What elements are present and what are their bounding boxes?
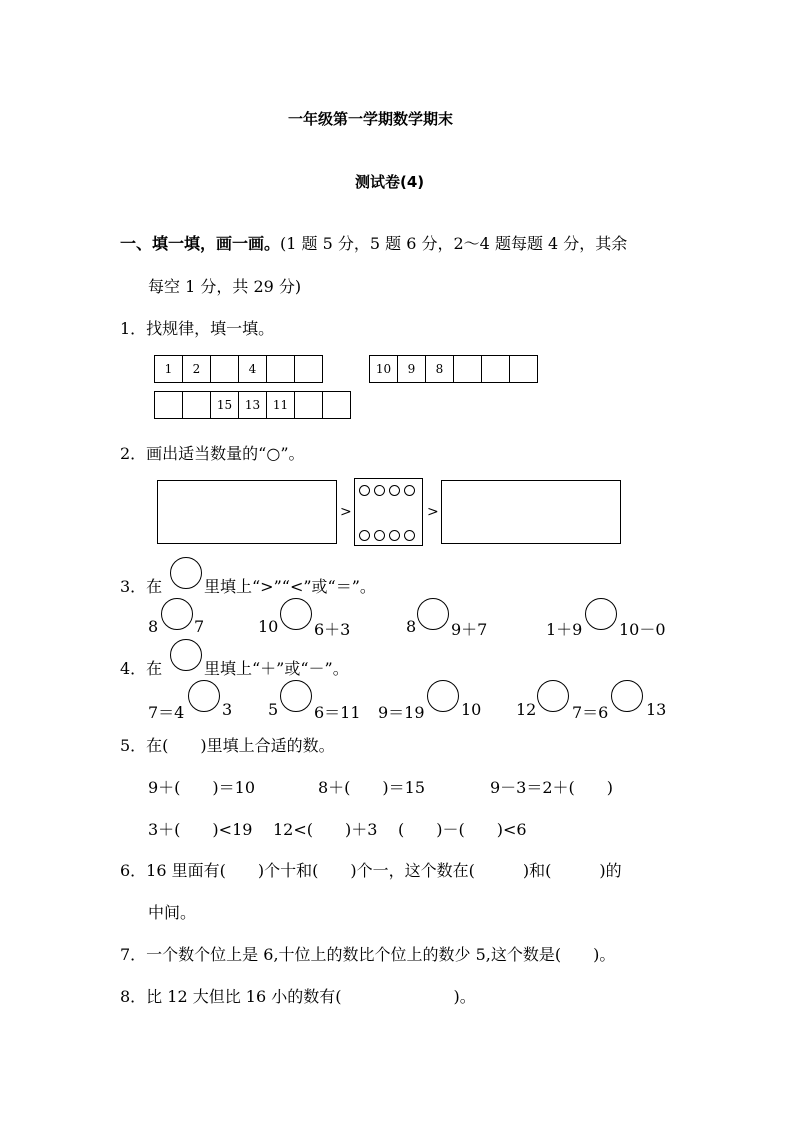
q3-right: 6＋3 [314, 620, 351, 639]
circle-icon [374, 530, 385, 541]
q5-item: 9－3＝2＋( ) [490, 778, 614, 797]
q4-term: 7＝6 [572, 703, 609, 722]
q1-cell: 9 [398, 355, 426, 383]
q2-draw-box-right[interactable] [441, 480, 621, 544]
q4-term: 10 [461, 700, 482, 719]
circle-icon [389, 530, 400, 541]
q3-answer-circle[interactable] [161, 598, 193, 630]
q4-term: 9＝19 [378, 703, 425, 722]
q5-item: 3＋( )<19 [148, 820, 253, 839]
q1-cell-blank[interactable] [295, 355, 323, 383]
q5-item: 9＋( )＝10 [148, 778, 256, 797]
q1-label: 1．找规律，填一填。 [120, 319, 275, 338]
page-title: 一年级第一学期数学期末 [288, 110, 454, 128]
q5-item: ( )－( )<6 [398, 820, 527, 839]
q1-sequence-3 [154, 391, 351, 419]
q3-right: 10－0 [619, 620, 666, 639]
circle-icon [404, 530, 415, 541]
section-desc: 每空 1 分，共 29 分) [148, 277, 302, 296]
q1-cell-blank[interactable] [482, 355, 510, 383]
q1-cell-blank[interactable] [155, 391, 183, 419]
q4-term: 13 [646, 700, 667, 719]
q4-term: 7＝4 [148, 703, 185, 722]
q4-term: 6＝11 [314, 703, 361, 722]
q2-greater-sign: > [340, 504, 352, 520]
q1-sequence-2 [369, 355, 538, 383]
q7-line: 7．一个数个位上是 6,十位上的数比个位上的数少 5,这个数是( )。 [120, 945, 616, 964]
q3-answer-circle[interactable] [417, 598, 449, 630]
q3-right: 7 [194, 617, 205, 636]
q1-cell: 11 [267, 391, 295, 419]
q1-cell-blank[interactable] [183, 391, 211, 419]
q1-cell: 4 [239, 355, 267, 383]
q1-sequence-1 [154, 355, 323, 383]
circle-icon [374, 485, 385, 496]
q3-answer-circle[interactable] [280, 598, 312, 630]
q6-line2: 中间。 [148, 903, 197, 922]
q2-label: 2．画出适当数量的“○”。 [120, 444, 305, 463]
q8-line: 8．比 12 大但比 16 小的数有( )。 [120, 987, 476, 1006]
q2-circles-top [359, 485, 416, 496]
q3-answer-circle[interactable] [585, 598, 617, 630]
q4-answer-circle[interactable] [537, 680, 569, 712]
q3-left: 10 [258, 617, 279, 636]
q1-cell: 13 [239, 391, 267, 419]
q2-greater-sign: > [427, 504, 439, 520]
q1-cell: 10 [370, 355, 398, 383]
q6-line1: 6．16 里面有( )个十和( )个一，这个数在( )和( )的 [120, 861, 622, 880]
q3-label-post: 里填上“>”“<”或“＝”。 [204, 577, 376, 596]
q3-left: 8 [148, 617, 159, 636]
page-subtitle: 测试卷(4) [355, 173, 425, 191]
circle-icon [359, 530, 370, 541]
q1-cell-blank[interactable] [295, 391, 323, 419]
q4-label-post: 里填上“＋”或“－”。 [204, 659, 349, 678]
circle-icon [359, 485, 370, 496]
q2-circles-bottom [359, 530, 416, 541]
q1-cell-blank[interactable] [454, 355, 482, 383]
q4-term: 12 [516, 700, 537, 719]
section-heading: 一、填一填，画一画。(1 题 5 分，5 题 6 分，2～4 题每题 4 分，其余 [120, 234, 628, 253]
circle-icon [389, 485, 400, 496]
q1-cell-blank[interactable] [323, 391, 351, 419]
q1-cell: 15 [211, 391, 239, 419]
q1-cell: 8 [426, 355, 454, 383]
q1-cell-blank[interactable] [211, 355, 239, 383]
q4-answer-circle[interactable] [188, 680, 220, 712]
q4-term: 5 [268, 700, 279, 719]
q1-cell: 2 [183, 355, 211, 383]
q1-cell-blank[interactable] [510, 355, 538, 383]
q3-left: 8 [406, 617, 417, 636]
q5-item: 12<( )＋3 [273, 820, 378, 839]
circle-icon [404, 485, 415, 496]
q1-cell: 1 [155, 355, 183, 383]
q2-draw-box-left[interactable] [157, 480, 337, 544]
q4-answer-circle[interactable] [280, 680, 312, 712]
answer-circle [170, 639, 202, 671]
q1-cell-blank[interactable] [267, 355, 295, 383]
q3-left: 1＋9 [546, 620, 583, 639]
q5-item: 8＋( )＝15 [318, 778, 426, 797]
q3-label-pre: 3．在 [120, 577, 163, 596]
q4-answer-circle[interactable] [611, 680, 643, 712]
q4-answer-circle[interactable] [427, 680, 459, 712]
q4-term: 3 [222, 700, 233, 719]
q5-label: 5．在( )里填上合适的数。 [120, 736, 335, 755]
q3-right: 9＋7 [451, 620, 488, 639]
answer-circle [170, 557, 202, 589]
q4-label-pre: 4．在 [120, 659, 163, 678]
